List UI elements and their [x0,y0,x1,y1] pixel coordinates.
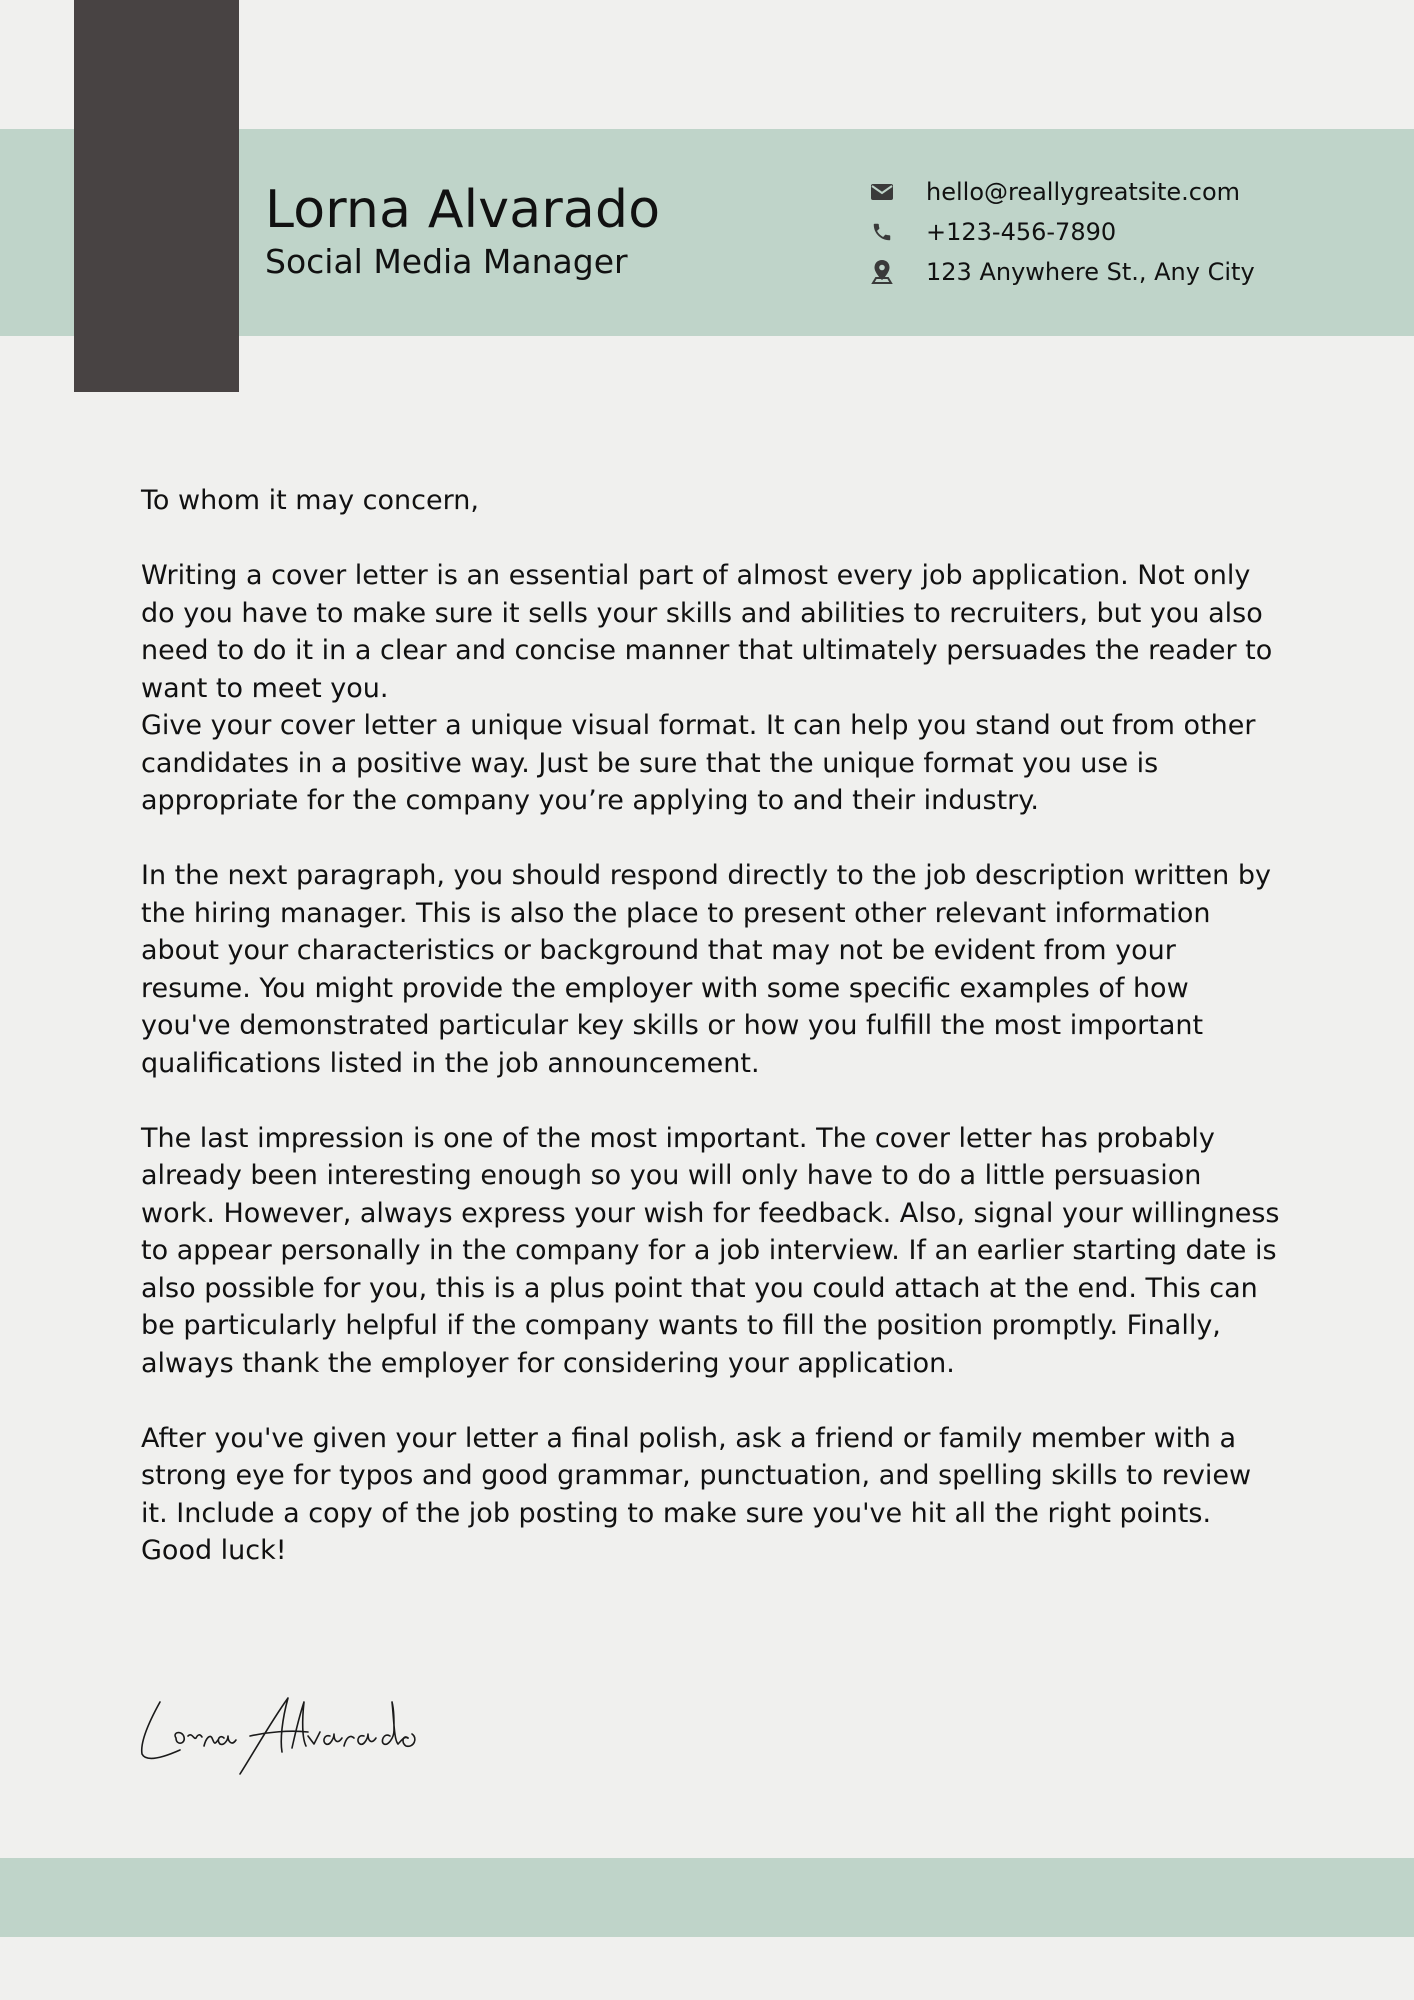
contact-email-row [868,172,1255,212]
contact-block [868,172,1255,292]
letter-body [141,482,1281,1570]
applicant-name: Lorna Alvarado [265,180,661,240]
footer-band [0,1858,1414,1937]
letter-paragraph: After you've given your letter a final polish, ask a friend or family member with a strong eye for typos and good grammar, punctuation, and spelling skills to review it. Include a copy of the job posting to make sure you've hit all the right points. Good luck! [141,1422,1252,1566]
contact-address: 123 Anywhere St., Any City [926,258,1255,286]
letter-paragraph: Writing a cover letter is an essential part of almost every job application. Not only do you have to make sure it sells your skills and abilities to recruiters, but you also need to do it in a clear and concise manner that ultimately persuades the reader to want to meet you. [141,560,1273,704]
letter-paragraph: Give your cover letter a unique visual format. It can help you stand out from other candidates in a positive way. Just be sure that the unique format you use is appropriate for the company you’re applying to and their industry. [141,710,1256,816]
location-pin-icon [868,258,896,286]
contact-address-row [868,252,1255,292]
letter-paragraph: The last impression is one of the most important. The cover letter has probably already been interesting enough so you will only have to do a little persuasion work. However, always express your wish for feedback. Also, signal your willingness to appear personally in the company for a job interview. If an earlier starting date is also possible for you, this is a plus point that you could attach at the end. This can be particularly helpful if the company wants to fill the position promptly. Finally, always thank the employer for considering your application. [141,1122,1280,1379]
applicant-role: Social Media Manager [265,242,628,281]
letter-salutation: To whom it may concern, [141,485,479,516]
envelope-icon [868,178,896,206]
letter-paragraph: In the next paragraph, you should respond directly to the job description written by the hiring manager. This is also the place to present other relevant information about your characteristics or background that may not be evident from your resume. You might provide the employer with some specific examples of how you've demonstrated particular key skills or how you fulfill the most important qualifications listed in the job announcement. [141,860,1271,1079]
phone-icon [868,218,896,246]
decorative-bar [74,0,239,392]
contact-phone-row [868,212,1255,252]
handwritten-signature [132,1680,432,1780]
contact-email[interactable]: hello@reallygreatsite.com [926,178,1241,206]
contact-phone[interactable]: +123-456-7890 [926,218,1117,246]
